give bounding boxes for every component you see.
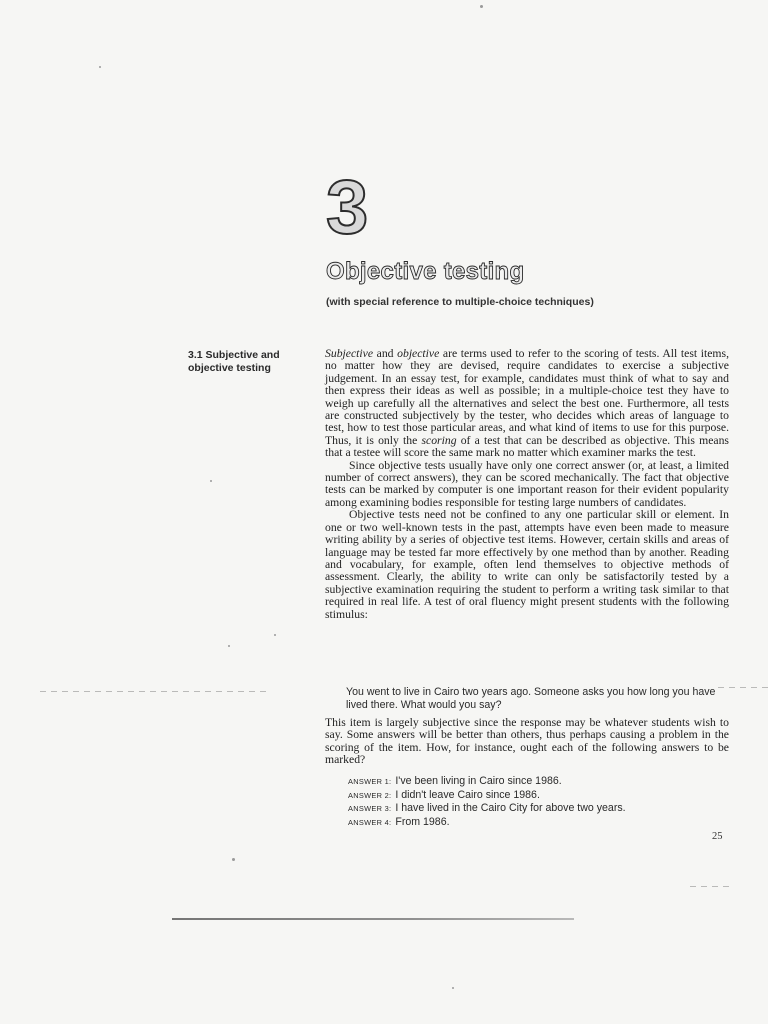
section-heading — [188, 349, 308, 375]
text-run: of a test that can be described as objective. This means that a testee will score the same mark no matter which examiner marks the test. — [325, 433, 729, 460]
paragraph-2: Since objective tests usually have only one correct answer (or, at least, a limited number of correct answers), they can be scored mechanically. The fact that objective tests can be marked by computer is one important reason for their evident popularity among examining bodies responsible for testing large numbers of candidates. — [325, 458, 729, 509]
text-run: are terms used to refer to the scoring of tests. All test items, no matter how they are devised, require candidates to exercise a subjective judgement. In an essay test, for example, candidates must think of what to say and then express their ideas as well as possible; in a multiple-choice test they have to weigh up carefully all the alternatives and select the best one. Furthermore, all tests are constructed subjectively by the tester, who decides which areas of language to test, how to test those particular areas, and what kind of items to use for this purpose. Thus, it is only the — [325, 347, 729, 447]
section-heading-line-1: 3.1 Subjective and — [188, 349, 280, 361]
answer-item — [348, 775, 728, 789]
scan-speck — [210, 480, 212, 482]
scan-line — [40, 691, 266, 692]
chapter-number: 3 — [326, 165, 370, 250]
page-number: 25 — [712, 831, 723, 842]
bottom-rule — [172, 918, 574, 920]
answer-label: ANSWER 2: — [348, 790, 392, 800]
answer-item — [348, 789, 728, 803]
scan-speck — [228, 645, 230, 647]
scan-speck — [452, 987, 454, 989]
scan-speck — [274, 634, 276, 636]
emphasis-scoring: scoring — [421, 433, 457, 447]
chapter-title: Objective testing — [326, 258, 525, 285]
section-heading-line-2: objective testing — [188, 362, 271, 374]
chapter-subtitle: (with special reference to multiple-choice techniques) — [326, 296, 594, 308]
paragraph-4: This item is largely subjective since the response may be whatever students wish to say. Some answers will be better than others, thus perhaps causing a problem in the scoring of the item. How, for instance, ought each of the following answers to be marked? — [325, 716, 729, 767]
answer-text: I didn't leave Cairo since 1986. — [395, 788, 540, 801]
answer-label: ANSWER 4: — [348, 817, 392, 827]
emphasis-objective: objective — [397, 347, 440, 360]
stimulus-text: You went to live in Cairo two years ago. Someone asks you how long you have lived there. What would you say? — [346, 686, 716, 711]
scan-line — [690, 886, 730, 887]
body-text — [325, 348, 729, 621]
answer-text: I've been living in Cairo since 1986. — [395, 775, 562, 787]
paragraph-1 — [325, 348, 729, 460]
answer-list — [348, 775, 728, 829]
paragraph-3: Objective tests need not be confined to any one particular skill or element. In one or two well-known tests in the past, attempts have even been made to measure writing ability by a series of objective test items. However, certain skills and areas of language may be tested far more effectively by one method than by another. Reading and vocabulary, for example, often lend themselves to objective methods of assessment. Clearly, the ability to write can only be satisfactorily tested by a subjective examination requiring the student to perform a writing task similar to that required in real life. A test of oral fluency might present students with the following stimulus: — [325, 508, 729, 621]
answer-text: From 1986. — [395, 815, 450, 828]
emphasis-subjective: Subjective — [325, 347, 374, 360]
scan-speck — [99, 66, 101, 68]
answer-item — [348, 816, 728, 830]
answer-label: ANSWER 1: — [348, 777, 392, 786]
scan-speck — [480, 5, 483, 8]
answer-text: I have lived in the Cairo City for above two years. — [395, 802, 626, 814]
answer-label: ANSWER 3: — [348, 804, 392, 813]
scan-speck — [232, 858, 235, 861]
text-run: and — [373, 347, 398, 360]
answer-item — [348, 802, 728, 816]
